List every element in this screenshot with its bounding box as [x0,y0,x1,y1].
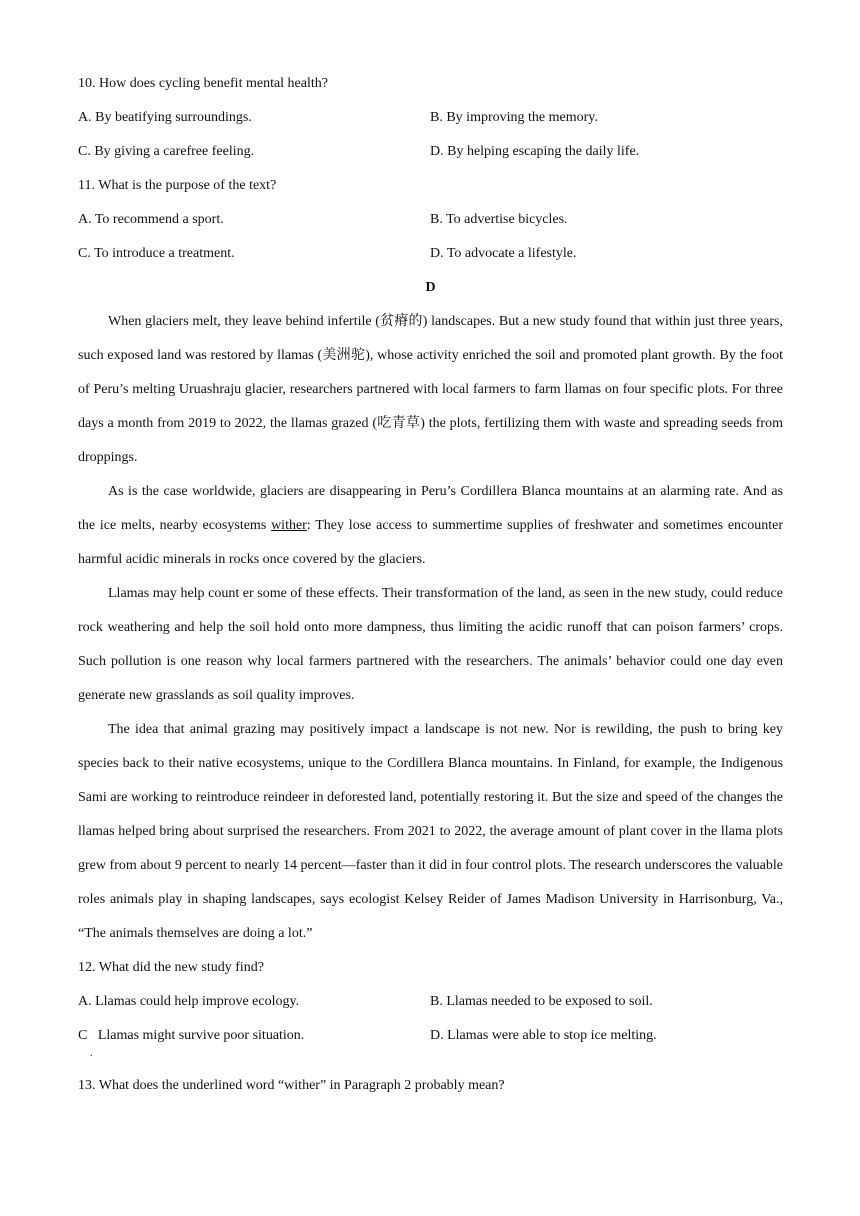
question-12-option-d: D. Llamas were able to stop ice melting. [430,1028,657,1043]
question-10-options-row-2 [78,135,783,169]
question-13: 13. What does the underlined word “wither” in Paragraph 2 probably mean? [78,1078,505,1093]
section-heading-d: D [425,280,436,295]
paragraph-2-text-before: As is the case worldwide, glaciers are disappearing in Peru’s Cordillera Blanca mountains at an alarming rate. And as the ice melts, nearby ecosystems [78,484,783,533]
question-10-option-d: D. By helping escaping the daily life. [430,144,640,159]
question-12-option-c: C Llamas might survive poor situation. [78,1028,305,1043]
question-10-option-a: A. By beatifying surroundings. [78,110,252,125]
question-11-option-d: D. To advocate a lifestyle. [430,246,577,261]
paragraph-2 [78,475,783,577]
paragraph-3: Llamas may help count er some of these effects. Their transformation of the land, as seen in the new study, could reduce rock weathering and help the soil hold onto more dampness, thus limiting the acidic runoff that can poison farmers’ crops. Such pollution is one reason why local farmers partnered with the researchers. The animals’ behavior could one day even generate new grasslands as soil quality improves. [78,586,783,703]
question-11-option-a: A. To recommend a sport. [78,212,224,227]
question-12-option-a: A. Llamas could help improve ecology. [78,994,300,1009]
paragraph-1: When glaciers melt, they leave behind infertile (贫瘠的) landscapes. But a new study found that within just three years, such exposed land was restored by llamas (美洲驼), whose activity enriched the soil and promoted plant growth. By the foot of Peru’s melting Uruashraju glacier, researchers partnered with local farmers to farm llamas on four specific plots. For three days a month from 2019 to 2022, the llamas grazed (吃青草) the plots, fertilizing them with waste and spreading seeds from droppings. [78,314,783,465]
question-12: 12. What did the new study find? [78,960,264,975]
question-11-options-row-2 [78,237,783,271]
question-10: 10. How does cycling benefit mental health? [78,76,328,91]
question-10-option-b: B. By improving the memory. [430,110,598,125]
question-11-option-b: B. To advertise bicycles. [430,212,568,227]
question-11-option-c: C. To introduce a treatment. [78,246,235,261]
question-11: 11. What is the purpose of the text? [78,178,277,193]
underlined-word-wither: wither [271,518,307,533]
question-10-options-row-1 [78,101,783,135]
question-11-options-row-1 [78,203,783,237]
paragraph-2-text-after: : They lose access to summertime supplies of freshwater and sometimes encounter harmful acidic minerals in rocks once covered by the glaciers. [78,518,784,567]
paragraph-4: The idea that animal grazing may positively impact a landscape is not new. Nor is rewilding, the push to bring key species back to their native ecosystems, unique to the Cordillera Blanca mountains. In Finland, for example, the Indigenous Sami are working to reintroduce reindeer in deforested land, potentially restoring it. But the size and speed of the changes the llamas helped bring about surprised the researchers. From 2021 to 2022, the average amount of plant cover in the llama plots grew from about 9 percent to nearly 14 percent—faster than it did in four control plots. The research underscores the valuable roles animals play in shaping landscapes, says ecologist Kelsey Reider of James Madison University in Harrisonburg, Va., “The animals themselves are doing a lot.” [78,722,783,941]
stray-dot-mark: . [90,1048,93,1059]
question-12-options-row-1 [78,985,783,1019]
question-12-option-b: B. Llamas needed to be exposed to soil. [430,994,653,1009]
question-12-options-row-2 [78,1019,783,1059]
question-10-option-c: C. By giving a carefree feeling. [78,144,255,159]
document-page [78,0,783,1103]
